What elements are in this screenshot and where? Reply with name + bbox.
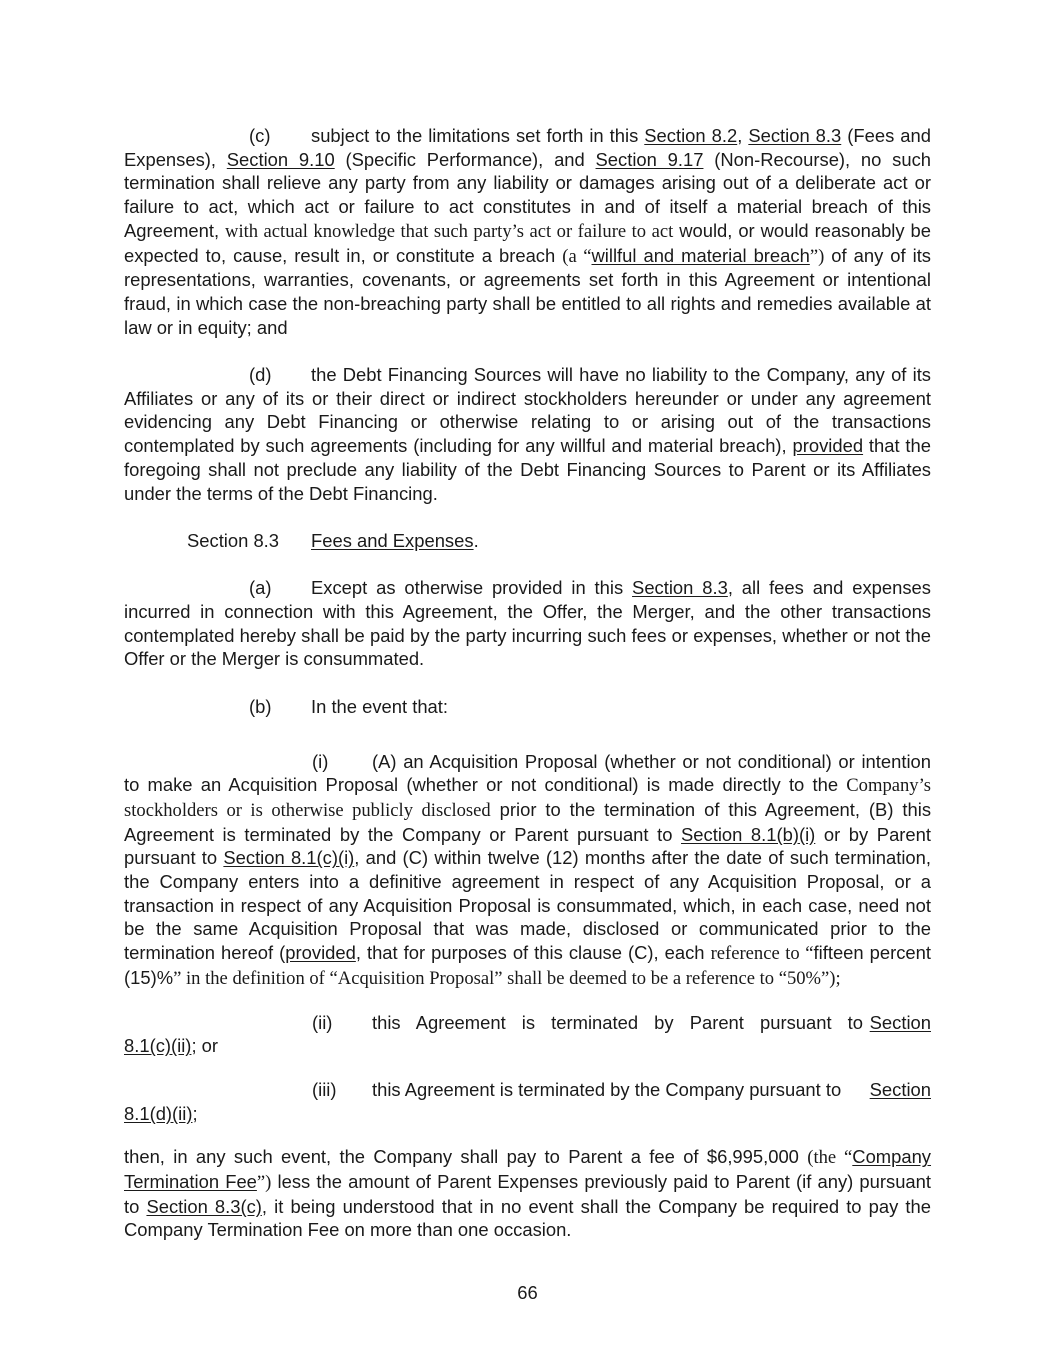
section-9-10-ref[interactable]: Section 9.10 [226,148,335,170]
clause-c-serif-text: ”) [809,245,825,267]
clause-b-ii-text: ; or [191,1035,219,1057]
section-8-3-c-ref[interactable]: Section 8.3(c) [146,1195,262,1217]
section-ref-word[interactable]: Section [869,1011,931,1033]
section-8-2-ref[interactable]: Section 8.2 [644,125,738,146]
clause-c-text: (Non-Recourse), no such termination shall relieve any party from any liability or damages arising out of a deliberate act or failure to act, which act or failure to act constitutes in and of itself a material breach of this Agreement, [124,148,932,241]
section-8-3-ref[interactable]: Section 8.3 [632,577,728,599]
clause-b-ii-line-text [372,1011,931,1035]
defined-term-company-termination-fee: Company Termination Fee [124,1146,932,1193]
clause-c-serif-text: (a “ [562,245,592,267]
clause-d-paragraph [124,363,931,505]
page-number: 66 [517,1282,538,1303]
then-serif-text: ”) [256,1172,272,1194]
clause-b-iii-paragraph [124,1078,931,1125]
section-ref-word[interactable]: Section [869,1078,931,1100]
clause-b-iii-second-line [124,1102,931,1126]
document-body [124,124,931,1242]
clause-b-i-text: fifteen percent (15)% [124,942,931,988]
clause-b-i-text: , and (C) within twelve (12) months after the date of such termination, the Company enters into a definitive agreement in respect of any Acquisition Proposal, or a transaction in respect of any Acquisition Proposal is consummated, which, in each case, need not be the same Acquisition Proposal that was made, disclosed or communicated prior to the termination hereof ( [124,847,931,964]
clause-b-i-paragraph [124,750,931,991]
clause-b-label: (b) [249,695,272,717]
section-9-17-ref[interactable]: Section 9.17 [595,148,704,170]
clause-b-iii-text: ; [192,1102,198,1124]
clause-b-i-text: or by Parent pursuant to [124,823,931,869]
then-text: then, in any such event, the Company shall pay to Parent a fee of $6,995,000 [124,1146,808,1168]
clause-b-ii-label: (ii) [312,1011,333,1033]
clause-d-text: that the foregoing shall not preclude any liability of the Debt Financing Sources to Parent or its Affiliates under the terms of the Debt Financing. [124,435,932,504]
section-8-1-b-i-ref[interactable]: Section 8.1(b)(i) [681,823,816,845]
clause-c-text: subject to the limitations set forth in this [311,125,645,146]
proviso-provided: provided [792,435,864,457]
section-8-1-d-ii-ref[interactable]: 8.1(d)(ii) [124,1102,193,1124]
clause-a-paragraph [124,576,931,671]
clause-c-paragraph [124,124,931,339]
clause-b-i-label: (i) [312,750,329,772]
clause-c-text: would, or would reasonably be expected to, cause, result in, or constitute a breach [124,219,931,266]
clause-d-label: (d) [249,364,272,386]
clause-a-label: (a) [249,577,272,599]
clause-c-text: of any of its representations, warranties, covenants, or agreements set forth in this Agreement or intentional fraud, in which case the non-breaching party shall be entitled to all rights and remedies available at law or in equity; and [124,244,932,338]
clause-b-iii-first-line [124,1078,931,1102]
clause-b-i-serif-text: Company’s stockholders or is otherwise publicly disclosed [124,775,931,821]
clause-d-text: the Debt Financing Sources will have no liability to the Company, any of its Affiliates or any of its or their direct or indirect stockholders hereunder or under any agreement evidencing any Debt Financing or otherwise relating to or arising out of the transactions contemplated by such agreements (including for any willful and material breach), [124,364,931,457]
clause-c-label: (c) [249,125,271,146]
then-text: less the amount of Parent Expenses previously paid to Parent (if any) pursuant to [124,1171,931,1217]
clause-b-iii-text: this Agreement is terminated by the Company pursuant to [372,1078,842,1100]
then-text: , it being understood that in no event shall the Company be required to pay the Company Termination Fee on more than one occasion. [124,1195,931,1241]
clause-b-i-serif-text: reference to “ [710,943,814,965]
clause-b-iii-label: (iii) [312,1078,337,1100]
clause-b-ii-paragraph [124,1011,931,1058]
clause-b-iii-line-text [372,1078,931,1102]
section-8-1-c-i-ref[interactable]: Section 8.1(c)(i) [223,847,355,869]
clause-a-text: , all fees and expenses incurred in connection with this Agreement, the Offer, the Merger, and the other transactions contemplated hereby shall be paid by the party incurring such fees or expenses, whether or not the Offer or the Merger is consummated. [124,577,931,670]
section-8-1-c-ii-ref[interactable]: 8.1(c)(ii) [124,1035,192,1057]
clause-b-ii-second-line [124,1034,931,1058]
defined-term-willful-material-breach: willful and material breach [591,244,810,266]
clause-b-i-text: , that for purposes of this clause (C), each [355,942,711,964]
clause-b-i-serif-text: ” in the definition of “Acquisition Proposal” shall be deemed to be a reference to “50%”); [173,967,841,989]
clause-b-ii-text: this Agreement is terminated by Parent pursuant to [372,1011,864,1033]
then-serif-text: (the “ [807,1147,853,1169]
section-8-3-heading [124,529,931,553]
section-8-3-ref[interactable]: Section 8.3 [748,125,842,146]
clause-b-i-text: prior to the termination of this Agreement, (B) this Agreement is terminated by the Company or Parent pursuant to [124,798,932,845]
proviso-provided: provided [285,942,356,964]
section-title: Fees and Expenses [311,529,474,551]
clause-c-text: , [737,125,749,146]
section-title-period: . [473,529,479,551]
clause-a-text: Except as otherwise provided in this [311,577,633,599]
then-paragraph [124,1145,931,1242]
clause-b-ii-first-line [124,1011,931,1035]
section-number: Section 8.3 [187,529,280,551]
clause-b-paragraph [124,695,931,719]
clause-c-serif-text: with actual knowledge that such party’s act or failure to act [225,220,674,242]
clause-b-i-text: (A) an Acquisition Proposal (whether or not conditional) or intention to make an Acquisition Proposal (whether or not conditional) is made directly to the [124,750,931,796]
clause-c-text: (Specific Performance), and [334,148,596,170]
clause-c-text: (Fees and Expenses), [124,125,931,170]
clause-b-text: In the event that: [311,695,449,717]
